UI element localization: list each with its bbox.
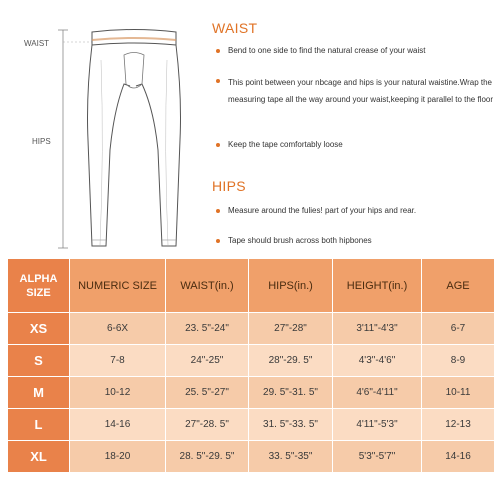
waist-diagram-label: WAIST bbox=[24, 39, 50, 48]
alpha-size-cell: L bbox=[8, 409, 70, 441]
hips-cell: 27"-28" bbox=[249, 313, 333, 345]
header-numeric-size: NUMERIC SIZE bbox=[70, 259, 166, 313]
waist-cell: 24"-25" bbox=[166, 345, 249, 377]
age-cell: 10-11 bbox=[422, 377, 495, 409]
table-row bbox=[8, 345, 495, 377]
waist-cell: 28. 5"-29. 5" bbox=[166, 441, 249, 473]
leggings-illustration bbox=[0, 0, 205, 252]
hips-tip: Measure around the fulies! part of your hips and rear. bbox=[218, 204, 496, 218]
height-cell: 3'11"-4'3" bbox=[333, 313, 422, 345]
bullet-icon bbox=[216, 209, 220, 213]
header-height: HEIGHT(in.) bbox=[333, 259, 422, 313]
table-row bbox=[8, 409, 495, 441]
age-cell: 14-16 bbox=[422, 441, 495, 473]
height-cell: 4'3"-4'6" bbox=[333, 345, 422, 377]
header-age: AGE bbox=[422, 259, 495, 313]
bullet-icon bbox=[216, 239, 220, 243]
age-cell: 12-13 bbox=[422, 409, 495, 441]
leggings-measurement-diagram bbox=[0, 0, 205, 252]
waist-cell: 27"-28. 5" bbox=[166, 409, 249, 441]
hips-cell: 29. 5"-31. 5" bbox=[249, 377, 333, 409]
table-row bbox=[8, 441, 495, 473]
waist-cell: 25. 5"-27" bbox=[166, 377, 249, 409]
left-leg bbox=[88, 45, 131, 246]
hips-tip: Tape should brush across both hipbones bbox=[218, 234, 496, 248]
bullet-icon bbox=[216, 143, 220, 147]
height-cell: 5'3"-5'7" bbox=[333, 441, 422, 473]
waist-tip: Keep the tape comfortably loose bbox=[218, 138, 496, 152]
alpha-size-cell: XS bbox=[8, 313, 70, 345]
header-waist: WAIST(in.) bbox=[166, 259, 249, 313]
table-row bbox=[8, 313, 495, 345]
numeric-size-cell: 10-12 bbox=[70, 377, 166, 409]
age-cell: 8-9 bbox=[422, 345, 495, 377]
measurement-guide bbox=[212, 0, 500, 252]
bullet-icon bbox=[216, 49, 220, 53]
numeric-size-cell: 6-6X bbox=[70, 313, 166, 345]
alpha-size-cell: S bbox=[8, 345, 70, 377]
age-cell: 6-7 bbox=[422, 313, 495, 345]
alpha-size-cell: M bbox=[8, 377, 70, 409]
waist-cell: 23. 5"-24" bbox=[166, 313, 249, 345]
hips-cell: 31. 5"-33. 5" bbox=[249, 409, 333, 441]
hips-cell: 28"-29. 5" bbox=[249, 345, 333, 377]
numeric-size-cell: 18-20 bbox=[70, 441, 166, 473]
hips-diagram-label: HIPS bbox=[32, 137, 51, 146]
alpha-size-cell: XL bbox=[8, 441, 70, 473]
hips-title: HIPS bbox=[212, 178, 246, 194]
size-chart-table bbox=[7, 258, 495, 473]
waist-tip: Bend to one side to find the natural crease of your waist bbox=[218, 44, 496, 58]
table-header-row bbox=[8, 259, 495, 313]
height-cell: 4'11"-5'3" bbox=[333, 409, 422, 441]
waist-tip: This point between your nbcage and hips is your natural waistine.Wrap the measuring tape all the way around your waist,keeping it parallel to the floor bbox=[218, 74, 496, 108]
table-row bbox=[8, 377, 495, 409]
numeric-size-cell: 7-8 bbox=[70, 345, 166, 377]
header-hips: HIPS(in.) bbox=[249, 259, 333, 313]
waist-title: WAIST bbox=[212, 20, 258, 36]
height-cell: 4'6"-4'11" bbox=[333, 377, 422, 409]
header-alpha-size: ALPHA SIZE bbox=[8, 259, 70, 313]
hips-cell: 33. 5"-35" bbox=[249, 441, 333, 473]
bullet-icon bbox=[216, 79, 220, 83]
numeric-size-cell: 14-16 bbox=[70, 409, 166, 441]
